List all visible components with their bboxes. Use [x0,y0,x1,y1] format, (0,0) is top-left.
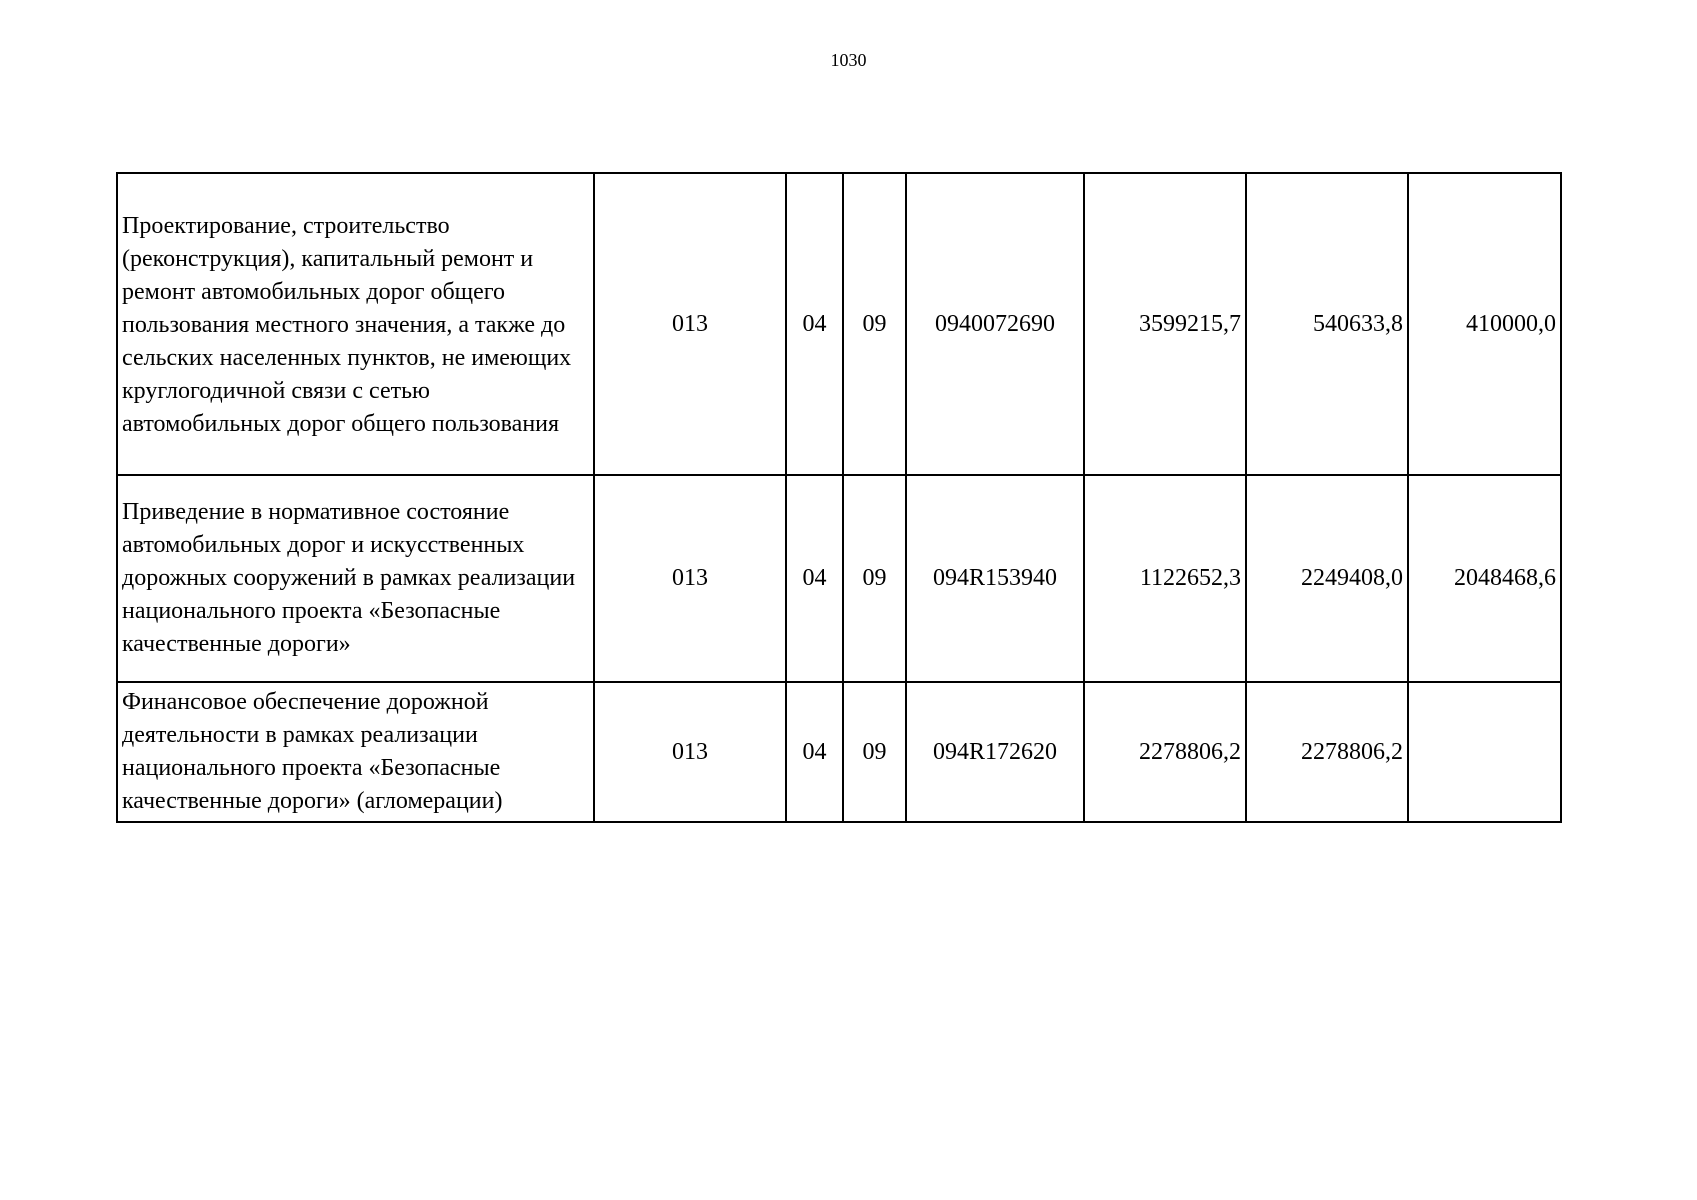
row-name-cell: Приведение в нормативное состояние автомобильных дорог и искусственных дорожных сооружений в рамках реализации национального проекта «Безопасные качественные дороги» [117,475,594,682]
table-row [117,682,1561,822]
subsection-code-cell: 09 [843,173,906,475]
amount-2-cell: 540633,8 [1246,173,1408,475]
section-code-cell: 04 [786,173,843,475]
target-article-cell: 094R172620 [906,682,1084,822]
ministry-code-cell: 013 [594,173,786,475]
amount-1-cell: 2278806,2 [1084,682,1246,822]
row-name-cell: Финансовое обеспечение дорожной деятельности в рамках реализации национального проекта «Безопасные качественные дороги» (агломерации) [117,682,594,822]
row-name-cell: Проектирование, строительство (реконструкция), капитальный ремонт и ремонт автомобильных дорог общего пользования местного значения, а также до сельских населенных пунктов, не имеющих круглогодичной связи с сетью автомобильных дорог общего пользования [117,173,594,475]
amount-1-cell: 3599215,7 [1084,173,1246,475]
table-row [117,475,1561,682]
amount-3-cell: 410000,0 [1408,173,1561,475]
page-number: 1030 [830,50,867,70]
budget-table [116,172,1562,823]
target-article-cell: 0940072690 [906,173,1084,475]
table-row [117,173,1561,475]
section-code-cell: 04 [786,475,843,682]
ministry-code-cell: 013 [594,475,786,682]
amount-1-cell: 1122652,3 [1084,475,1246,682]
ministry-code-cell: 013 [594,682,786,822]
amount-2-cell: 2249408,0 [1246,475,1408,682]
subsection-code-cell: 09 [843,682,906,822]
target-article-cell: 094R153940 [906,475,1084,682]
subsection-code-cell: 09 [843,475,906,682]
section-code-cell: 04 [786,682,843,822]
amount-3-cell: 2048468,6 [1408,475,1561,682]
amount-2-cell: 2278806,2 [1246,682,1408,822]
amount-3-cell [1408,682,1561,822]
